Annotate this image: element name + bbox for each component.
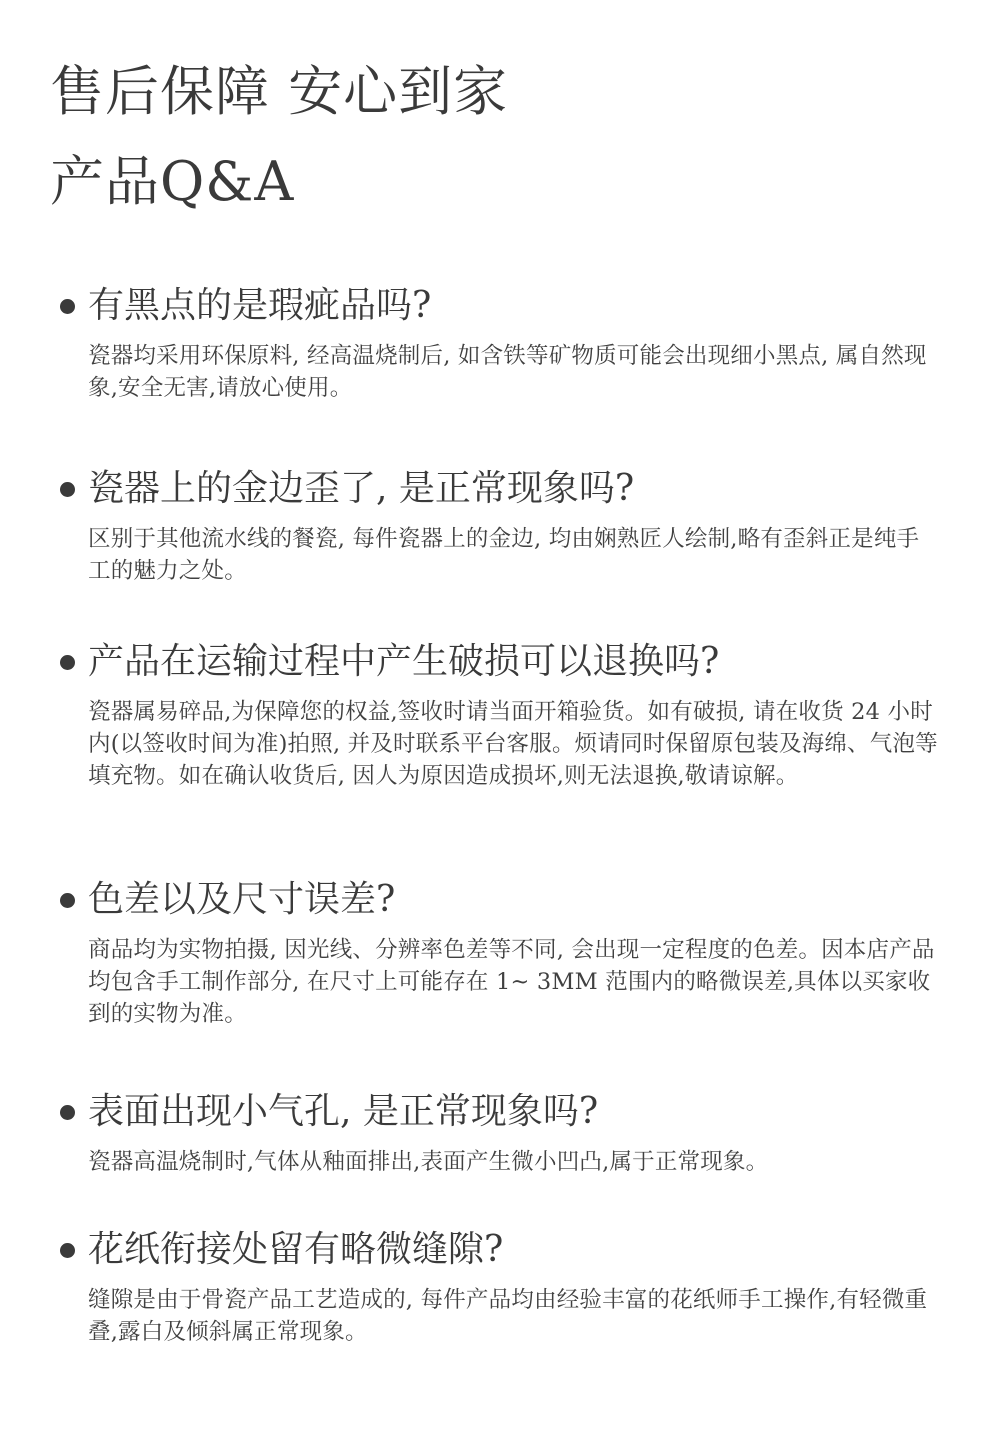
faq-answer: 瓷器高温烧制时,气体从釉面排出,表面产生微小凹凸,属于正常现象。 bbox=[88, 1149, 769, 1175]
bullet-icon bbox=[60, 482, 75, 497]
faq-question bbox=[60, 467, 940, 511]
faq-item-1 bbox=[60, 284, 940, 404]
faq-answer: 商品均为实物拍摄, 因光线、分辨率色差等不同, 会出现一定程度的色差。因本店产品均包含手工制作部分, 在尺寸上可能存在 1~ 3MM 范围内的略微误差,具体以买家收到的实物为准。 bbox=[88, 937, 935, 1027]
bullet-icon bbox=[60, 655, 75, 670]
faq-question bbox=[60, 284, 940, 328]
faq-item-6 bbox=[60, 1228, 940, 1348]
bullet-icon bbox=[60, 299, 75, 314]
faq-question-text: 有黑点的是瑕疵品吗? bbox=[88, 285, 432, 326]
faq-question-text: 表面出现小气孔, 是正常现象吗? bbox=[88, 1091, 599, 1132]
faq-item-5 bbox=[60, 1090, 940, 1178]
faq-question bbox=[60, 1228, 940, 1272]
faq-item-4 bbox=[60, 878, 940, 1030]
bullet-icon bbox=[60, 1105, 75, 1120]
faq-question-text: 产品在运输过程中产生破损可以退换吗? bbox=[88, 641, 720, 682]
faq-question bbox=[60, 1090, 940, 1134]
bullet-icon bbox=[60, 893, 75, 908]
faq-question-text: 瓷器上的金边歪了, 是正常现象吗? bbox=[88, 468, 635, 509]
faq-question-text: 花纸衔接处留有略微缝隙? bbox=[88, 1229, 504, 1270]
page-subtitle: 产品Q&A bbox=[50, 150, 295, 213]
faq-answer: 瓷器均采用环保原料, 经高温烧制后, 如含铁等矿物质可能会出现细小黑点, 属自然现象,安全无害,请放心使用。 bbox=[88, 343, 927, 401]
faq-answer: 瓷器属易碎品,为保障您的权益,签收时请当面开箱验货。如有破损, 请在收货 24 小时内(以签收时间为准)拍照, 并及时联系平台客服。烦请同时保留原包装及海绵、气泡等填充物。如在确认收货后, 因人为原因造成损坏,则无法退换,敬请谅解。 bbox=[88, 699, 938, 789]
faq-item-2 bbox=[60, 467, 940, 587]
faq-item-3 bbox=[60, 640, 940, 792]
faq-question bbox=[60, 640, 940, 684]
faq-answer: 区别于其他流水线的餐瓷, 每件瓷器上的金边, 均由娴熟匠人绘制,略有歪斜正是纯手工的魅力之处。 bbox=[88, 526, 920, 584]
faq-question bbox=[60, 878, 940, 922]
faq-answer: 缝隙是由于骨瓷产品工艺造成的, 每件产品均由经验丰富的花纸师手工操作,有轻微重叠,露白及倾斜属正常现象。 bbox=[88, 1287, 928, 1345]
bullet-icon bbox=[60, 1243, 75, 1258]
faq-question-text: 色差以及尺寸误差? bbox=[88, 879, 396, 920]
page-title: 售后保障 安心到家 bbox=[50, 60, 509, 123]
